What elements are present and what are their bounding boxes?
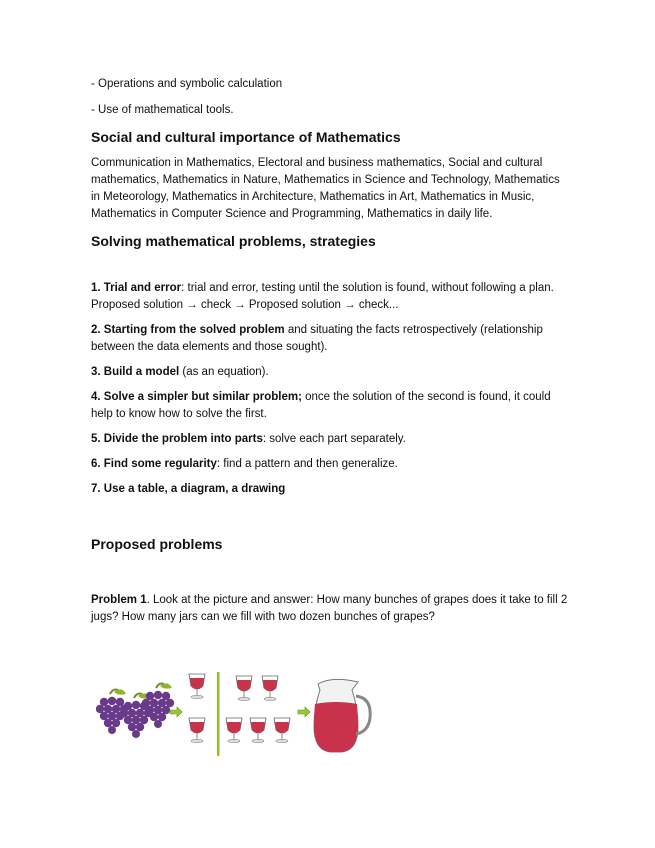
strategy-desc: and situating the facts retrospectively (relationship between the data elements and those sought). [91,324,543,353]
strategy-title: 3. Build a model [91,366,180,378]
wine-glass-icon [189,674,205,699]
problem-1-question: . Look at the picture and answer: How many bunches of grapes does it take to fill 2 jugs? How many jars can we fill with two dozen bunches of grapes? [91,594,568,623]
strategy-desc: : trial and error, testing until the solution is found, without following a plan. Proposed solution → check → Proposed solution → check... [91,282,554,311]
wine-glass-icon [250,718,266,743]
bullet-operations: - Operations and symbolic calculation [91,78,283,90]
strategy-item [91,364,571,381]
strategy-item [91,481,571,498]
wine-glass-icon [189,718,205,743]
strategy-title: 4. Solve a simpler but similar problem; [91,391,302,403]
strategy-title: 1. Trial and error [91,282,182,294]
strategy-title: 7. Use a table, a diagram, a drawing [91,483,286,495]
strategy-title: 6. Find some regularity [91,458,217,470]
strategy-item [91,322,571,356]
problem-1-text [91,592,571,626]
strategy-desc: : find a pattern and then generalize. [216,458,398,470]
wine-glass-icon [236,676,252,701]
heading-proposed-problems: Proposed problems [91,536,223,552]
strategy-desc: once the solution of the second is found, it could help to know how to solve the first. [91,391,551,420]
heading-strategies: Solving mathematical problems, strategies [91,233,376,249]
grapes-glasses-jug-illustration [96,668,376,760]
strategy-title: 5. Divide the problem into parts [91,433,263,445]
strategy-title: 2. Starting from the solved problem [91,324,285,336]
strategy-item [91,389,571,423]
bullet-tools: - Use of mathematical tools. [91,104,234,116]
strategy-desc: (as an equation). [179,366,269,378]
wine-glass-icon [274,718,290,743]
divider-line [217,672,220,756]
social-body-text: Communication in Mathematics, Electoral and business mathematics, Social and cultural mathematics, Mathematics in Nature, Mathematics in Science and Technology, Mathematics in Meteorology, Mathematics in Architecture, Mathematics in Art, Mathematics in Music, Mathematics in Computer Science and Programming, Mathematics in daily life. [91,157,560,220]
strategy-desc: : solve each part separately. [262,433,406,445]
arrow-icon [298,707,310,717]
wine-glass-icon [226,718,242,743]
problem-1-label: Problem 1 [91,594,147,606]
strategy-item [91,456,571,473]
jug-icon [314,679,370,752]
wine-glass-icon [262,676,278,701]
strategy-item [91,280,571,314]
heading-social-cultural: Social and cultural importance of Mathematics [91,129,401,145]
arrow-icon [170,707,182,717]
page-content [91,76,571,626]
strategy-item [91,431,571,448]
